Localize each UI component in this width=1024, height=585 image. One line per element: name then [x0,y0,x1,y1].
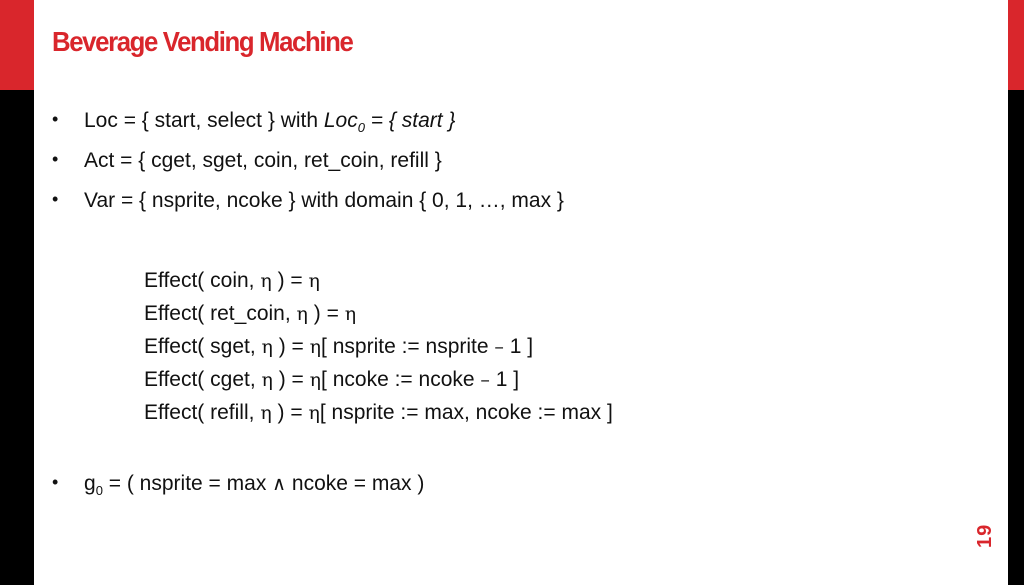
effect-line: Effect( cget, η ) = η[ ncoke := ncoke – 1 ] [144,368,520,391]
bullet-marker: • [52,149,59,169]
bullet-marker: • [52,472,59,492]
slide-title: Beverage Vending Machine [52,26,353,57]
effect-line: Effect( ret_coin, η ) = η [144,302,357,325]
page-number: 19 [974,523,996,548]
effect-line: Effect( refill, η ) = η[ nsprite := max, ncoke := max ] [144,401,613,424]
right-accent-bar [1008,0,1024,90]
effect-line: Effect( coin, η ) = η [144,269,320,292]
left-accent-bar [0,0,34,90]
effect-definitions [144,267,613,432]
slide: Beverage Vending Machine • Loc = { start, select } with Loc$_0$ = { start } • Act = { cget, sget, coin, ret_coin, refill } • Var = { nsprite, ncoke } with domain { 0, 1, …, max } Effect( coin, η ) = η Effect( ret_coin, η ) = η Effect( sget, η ) = η[ nsprite := nsprite – 1 ] Effect( cget, η ) = η[ ncoke := ncoke – 1 ] Effect( refill, η ) = η[ nsprite := max, ncoke := max ] • $g_0$ = ( nsprite = max ∧ ncoke = max ) 19 [34,0,1008,585]
effect-line: Effect( sget, η ) = η[ nsprite := nsprite – 1 ] [144,335,534,358]
bullet-marker: • [52,109,59,129]
bullet-marker: • [52,189,59,209]
